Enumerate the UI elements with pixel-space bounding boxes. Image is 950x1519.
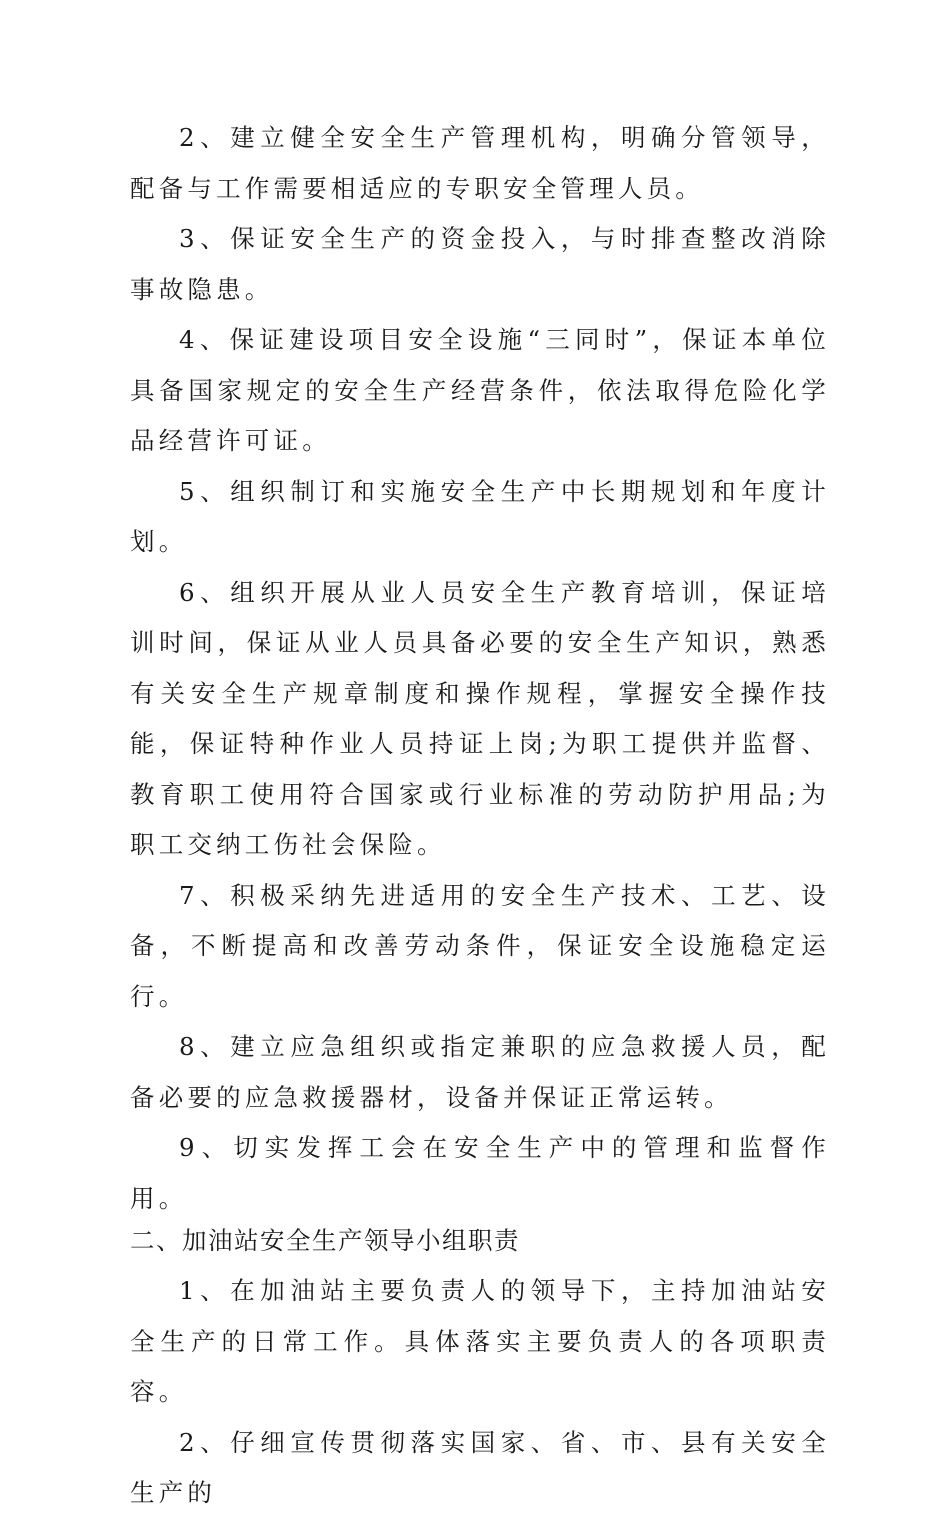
paragraph-item-4: 4、保证建设项目安全设施“三同时”，保证本单位具备国家规定的安全生产经营条件，依法取得危险化学品经营许可证。 bbox=[130, 325, 830, 455]
paragraph-item-9: 9、切实发挥工会在安全生产中的管理和监督作用。 bbox=[130, 1133, 830, 1213]
section-paragraph-2: 2、仔细宣传贯彻落实国家、省、市、县有关安全生产的 bbox=[130, 1427, 830, 1507]
paragraph-item-8: 8、建立应急组织或指定兼职的应急救援人员，配备必要的应急救援器材，设备并保证正常运转。 bbox=[130, 1032, 830, 1112]
paragraph-item-2: 2、建立健全安全生产管理机构，明确分管领导，配备与工作需要相适应的专职安全管理人员。 bbox=[130, 123, 830, 203]
paragraph-item-7: 7、积极采纳先进适用的安全生产技术、工艺、设备，不断提高和改善劳动条件，保证安全设施稳定运行。 bbox=[130, 880, 830, 1011]
paragraph-item-3: 3、保证安全生产的资金投入，与时排查整改消除事故隐患。 bbox=[130, 224, 830, 304]
section-heading: 二、加油站安全生产领导小组职责 bbox=[130, 1226, 520, 1255]
paragraph-item-6: 6、组织开展从业人员安全生产教育培训，保证培训时间，保证从业人员具备必要的安全生产知识，熟悉有关安全生产规章制度和操作规程，掌握安全操作技能，保证特种作业人员持证上岗;为职工提供并监督、教育职工使用符合国家或行业标准的劳动防护用品;为职工交纳工伤社会保险。 bbox=[130, 577, 830, 859]
section-paragraph-1: 1、在加油站主要负责人的领导下，主持加油站安全生产的日常工作。具体落实主要负责人的各项职责容。 bbox=[130, 1276, 830, 1406]
paragraph-item-5: 5、组织制订和实施安全生产中长期规划和年度计划。 bbox=[130, 476, 830, 556]
document-body bbox=[130, 113, 830, 1519]
